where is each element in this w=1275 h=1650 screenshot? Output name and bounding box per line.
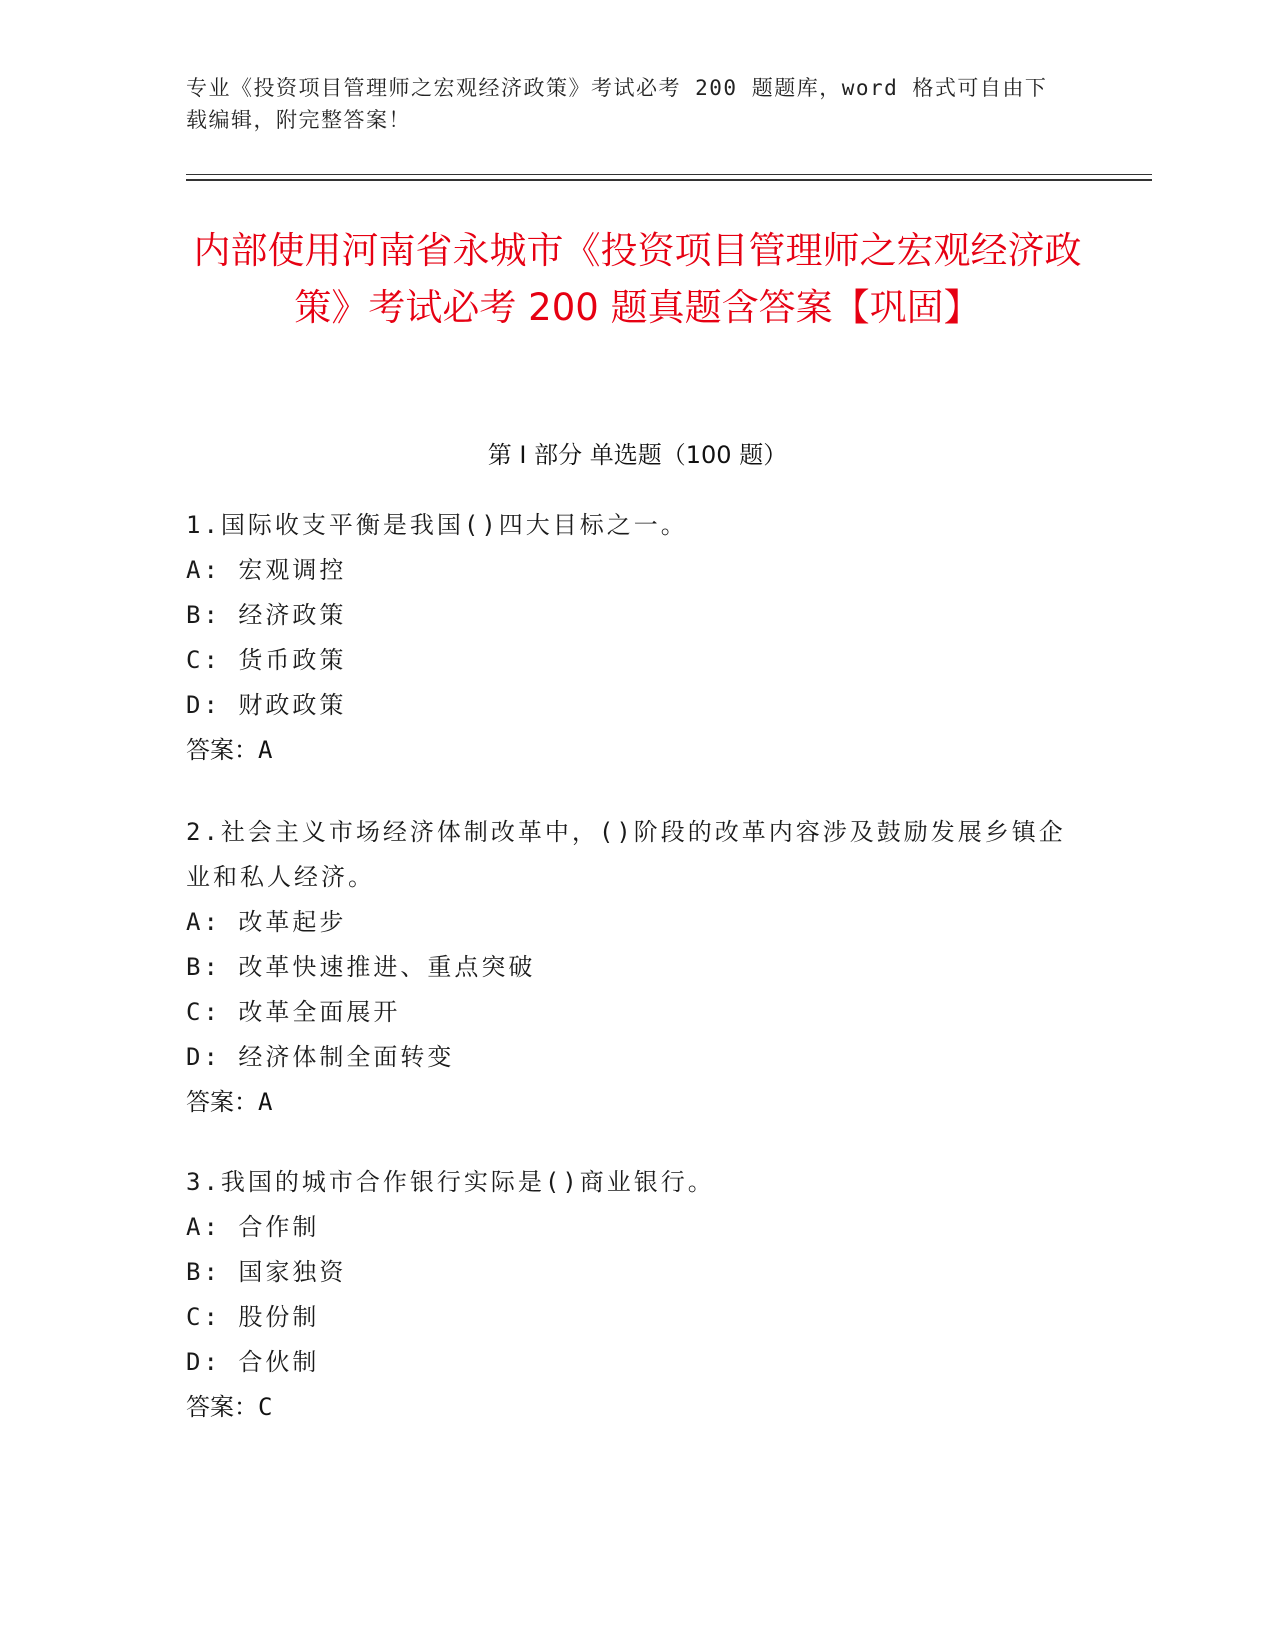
answer-line [186, 728, 1086, 773]
question-1 [186, 503, 1086, 773]
header-divider-thick [186, 179, 1152, 181]
answer-value: A [258, 1088, 273, 1116]
answer-label: 答案： [186, 736, 258, 764]
answer-value: C [258, 1393, 273, 1421]
option-b: B: 改革快速推进、重点突破 [186, 953, 536, 981]
header-note: 专业《投资项目管理师之宏观经济政策》考试必考 200 题题库，word 格式可自由下载编辑，附完整答案！ [186, 76, 1048, 132]
question-stem: 1.国际收支平衡是我国()四大目标之一。 [186, 511, 688, 539]
answer-value: A [258, 736, 273, 764]
header-divider-thin [186, 174, 1152, 175]
question-2 [186, 810, 1086, 1125]
question-stem: 3.我国的城市合作银行实际是()商业银行。 [186, 1168, 715, 1196]
option-c: C: 货币政策 [186, 646, 347, 674]
question-3 [186, 1160, 1086, 1430]
document-title: 内部使用河南省永城市《投资项目管理师之宏观经济政策》考试必考 200 题真题含答案【巩固】 [193, 229, 1082, 329]
option-a: A: 宏观调控 [186, 556, 347, 584]
option-a: A: 改革起步 [186, 908, 347, 936]
option-d: D: 经济体制全面转变 [186, 1043, 455, 1071]
answer-line [186, 1385, 1086, 1430]
option-c: C: 股份制 [186, 1303, 320, 1331]
option-c: C: 改革全面展开 [186, 998, 401, 1026]
answer-label: 答案： [186, 1088, 258, 1116]
answer-line [186, 1080, 1086, 1125]
section-heading: 第 I 部分 单选题（100 题） [487, 441, 788, 469]
question-stem: 2.社会主义市场经济体制改革中，()阶段的改革内容涉及鼓励发展乡镇企业和私人经济。 [186, 818, 1066, 891]
option-d: D: 合伙制 [186, 1348, 320, 1376]
option-b: B: 经济政策 [186, 601, 347, 629]
option-d: D: 财政政策 [186, 691, 347, 719]
option-a: A: 合作制 [186, 1213, 320, 1241]
answer-label: 答案： [186, 1393, 258, 1421]
option-b: B: 国家独资 [186, 1258, 347, 1286]
